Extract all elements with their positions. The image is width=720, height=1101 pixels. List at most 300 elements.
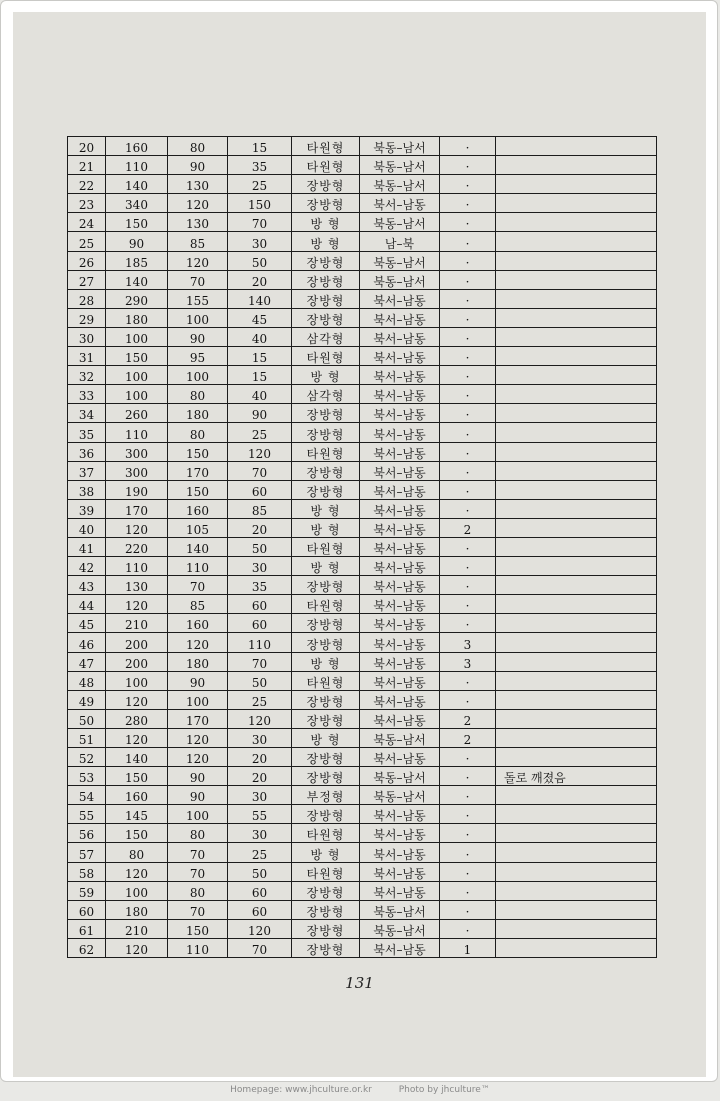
- cell-count: ·: [440, 442, 496, 461]
- table-row: [68, 805, 657, 824]
- table-row: [68, 423, 657, 442]
- cell-no: 58: [68, 862, 106, 881]
- cell-no: 22: [68, 175, 106, 194]
- cell-depth: 90: [228, 404, 292, 423]
- cell-orientation: 북동–남서: [360, 728, 440, 747]
- table-row: [68, 728, 657, 747]
- cell-length: 340: [106, 194, 168, 213]
- table-row: [68, 938, 657, 957]
- cell-note: [496, 156, 657, 175]
- table-row: [68, 843, 657, 862]
- cell-length: 160: [106, 786, 168, 805]
- cell-depth: 70: [228, 938, 292, 957]
- cell-orientation: 북서–남동: [360, 518, 440, 537]
- table-row: [68, 175, 657, 194]
- table-row: [68, 461, 657, 480]
- cell-depth: 30: [228, 786, 292, 805]
- table-row: [68, 347, 657, 366]
- cell-length: 80: [106, 843, 168, 862]
- cell-no: 61: [68, 919, 106, 938]
- cell-orientation: 북서–남동: [360, 709, 440, 728]
- cell-width: 130: [168, 213, 228, 232]
- cell-shape: 타원형: [292, 824, 360, 843]
- cell-shape: 장방형: [292, 881, 360, 900]
- cell-count: ·: [440, 824, 496, 843]
- cell-depth: 60: [228, 881, 292, 900]
- cell-no: 43: [68, 576, 106, 595]
- cell-length: 200: [106, 652, 168, 671]
- cell-shape: 장방형: [292, 461, 360, 480]
- table-row: [68, 480, 657, 499]
- cell-note: [496, 194, 657, 213]
- cell-depth: 85: [228, 499, 292, 518]
- cell-length: 100: [106, 385, 168, 404]
- cell-orientation: 북동–남서: [360, 767, 440, 786]
- cell-shape: 부정형: [292, 786, 360, 805]
- cell-length: 260: [106, 404, 168, 423]
- footer: [0, 1085, 720, 1095]
- table-row: [68, 232, 657, 251]
- cell-shape: 장방형: [292, 614, 360, 633]
- cell-count: ·: [440, 671, 496, 690]
- cell-note: [496, 347, 657, 366]
- cell-note: [496, 366, 657, 385]
- cell-width: 130: [168, 175, 228, 194]
- cell-orientation: 북동–남서: [360, 251, 440, 270]
- cell-shape: 방 형: [292, 557, 360, 576]
- cell-count: ·: [440, 900, 496, 919]
- cell-no: 41: [68, 537, 106, 556]
- cell-no: 42: [68, 557, 106, 576]
- cell-length: 180: [106, 900, 168, 919]
- data-table: [67, 136, 657, 958]
- cell-depth: 45: [228, 308, 292, 327]
- cell-orientation: 북서–남동: [360, 385, 440, 404]
- cell-shape: 삼각형: [292, 385, 360, 404]
- cell-depth: 60: [228, 480, 292, 499]
- table-row: [68, 690, 657, 709]
- cell-note: [496, 805, 657, 824]
- cell-length: 110: [106, 557, 168, 576]
- cell-width: 80: [168, 824, 228, 843]
- cell-orientation: 북서–남동: [360, 499, 440, 518]
- cell-width: 70: [168, 862, 228, 881]
- cell-count: ·: [440, 805, 496, 824]
- cell-orientation: 북서–남동: [360, 633, 440, 652]
- table-row: [68, 919, 657, 938]
- cell-length: 120: [106, 862, 168, 881]
- cell-no: 47: [68, 652, 106, 671]
- cell-shape: 장방형: [292, 633, 360, 652]
- cell-orientation: 북서–남동: [360, 327, 440, 346]
- cell-depth: 55: [228, 805, 292, 824]
- cell-note: [496, 289, 657, 308]
- cell-depth: 60: [228, 900, 292, 919]
- cell-no: 60: [68, 900, 106, 919]
- table-row: [68, 671, 657, 690]
- cell-no: 30: [68, 327, 106, 346]
- cell-note: [496, 843, 657, 862]
- cell-no: 40: [68, 518, 106, 537]
- cell-count: ·: [440, 786, 496, 805]
- cell-shape: 타원형: [292, 537, 360, 556]
- cell-note: [496, 442, 657, 461]
- cell-width: 120: [168, 728, 228, 747]
- cell-note: [496, 614, 657, 633]
- cell-length: 300: [106, 461, 168, 480]
- cell-note: [496, 709, 657, 728]
- cell-width: 150: [168, 919, 228, 938]
- cell-width: 100: [168, 308, 228, 327]
- cell-depth: 30: [228, 557, 292, 576]
- cell-count: ·: [440, 289, 496, 308]
- table-row: [68, 633, 657, 652]
- cell-orientation: 북서–남동: [360, 595, 440, 614]
- table-row: [68, 786, 657, 805]
- cell-width: 120: [168, 251, 228, 270]
- cell-no: 54: [68, 786, 106, 805]
- cell-count: ·: [440, 614, 496, 633]
- cell-note: [496, 919, 657, 938]
- cell-depth: 25: [228, 690, 292, 709]
- cell-orientation: 북동–남서: [360, 175, 440, 194]
- cell-width: 70: [168, 576, 228, 595]
- table-row: [68, 156, 657, 175]
- cell-no: 50: [68, 709, 106, 728]
- cell-orientation: 북동–남서: [360, 213, 440, 232]
- cell-count: ·: [440, 919, 496, 938]
- cell-orientation: 북서–남동: [360, 461, 440, 480]
- cell-note: [496, 480, 657, 499]
- table-row: [68, 327, 657, 346]
- cell-note: [496, 499, 657, 518]
- cell-shape: 타원형: [292, 156, 360, 175]
- cell-length: 100: [106, 881, 168, 900]
- cell-width: 85: [168, 595, 228, 614]
- cell-shape: 장방형: [292, 900, 360, 919]
- cell-depth: 60: [228, 595, 292, 614]
- cell-depth: 70: [228, 652, 292, 671]
- cell-note: [496, 308, 657, 327]
- cell-count: ·: [440, 404, 496, 423]
- cell-orientation: 북서–남동: [360, 289, 440, 308]
- cell-shape: 타원형: [292, 862, 360, 881]
- cell-depth: 15: [228, 347, 292, 366]
- cell-no: 57: [68, 843, 106, 862]
- cell-width: 70: [168, 843, 228, 862]
- cell-depth: 25: [228, 175, 292, 194]
- cell-count: ·: [440, 156, 496, 175]
- cell-shape: 장방형: [292, 480, 360, 499]
- cell-shape: 장방형: [292, 805, 360, 824]
- cell-length: 150: [106, 767, 168, 786]
- cell-no: 45: [68, 614, 106, 633]
- table-row: [68, 366, 657, 385]
- cell-depth: 110: [228, 633, 292, 652]
- page-number: 131: [345, 974, 374, 992]
- cell-length: 120: [106, 690, 168, 709]
- cell-orientation: 북동–남서: [360, 270, 440, 289]
- cell-no: 62: [68, 938, 106, 957]
- table-row: [68, 576, 657, 595]
- cell-length: 120: [106, 595, 168, 614]
- table-row: [68, 748, 657, 767]
- cell-orientation: 북동–남서: [360, 137, 440, 156]
- cell-width: 80: [168, 137, 228, 156]
- cell-width: 80: [168, 881, 228, 900]
- cell-width: 150: [168, 480, 228, 499]
- table-row: [68, 614, 657, 633]
- table-row: [68, 289, 657, 308]
- cell-count: ·: [440, 385, 496, 404]
- cell-length: 185: [106, 251, 168, 270]
- cell-count: 1: [440, 938, 496, 957]
- cell-note: [496, 633, 657, 652]
- cell-depth: 30: [228, 824, 292, 843]
- table-row: [68, 767, 657, 786]
- cell-count: ·: [440, 843, 496, 862]
- cell-shape: 방 형: [292, 728, 360, 747]
- cell-length: 100: [106, 327, 168, 346]
- cell-count: 3: [440, 633, 496, 652]
- table-row: [68, 709, 657, 728]
- cell-note: [496, 518, 657, 537]
- table-row: [68, 537, 657, 556]
- cell-orientation: 북서–남동: [360, 576, 440, 595]
- cell-no: 55: [68, 805, 106, 824]
- cell-count: ·: [440, 251, 496, 270]
- cell-length: 150: [106, 824, 168, 843]
- cell-width: 95: [168, 347, 228, 366]
- cell-length: 100: [106, 366, 168, 385]
- cell-length: 120: [106, 728, 168, 747]
- cell-note: [496, 728, 657, 747]
- cell-shape: 장방형: [292, 289, 360, 308]
- cell-no: 49: [68, 690, 106, 709]
- cell-orientation: 북서–남동: [360, 748, 440, 767]
- cell-count: ·: [440, 537, 496, 556]
- cell-no: 37: [68, 461, 106, 480]
- cell-count: ·: [440, 690, 496, 709]
- cell-no: 38: [68, 480, 106, 499]
- cell-length: 145: [106, 805, 168, 824]
- table-row: [68, 308, 657, 327]
- cell-depth: 30: [228, 232, 292, 251]
- cell-orientation: 남–북: [360, 232, 440, 251]
- cell-shape: 타원형: [292, 595, 360, 614]
- cell-count: ·: [440, 576, 496, 595]
- cell-width: 120: [168, 633, 228, 652]
- cell-depth: 40: [228, 385, 292, 404]
- cell-count: ·: [440, 595, 496, 614]
- cell-note: [496, 690, 657, 709]
- cell-depth: 140: [228, 289, 292, 308]
- table-row: [68, 652, 657, 671]
- cell-width: 100: [168, 690, 228, 709]
- cell-count: 2: [440, 728, 496, 747]
- cell-shape: 방 형: [292, 213, 360, 232]
- cell-note: [496, 232, 657, 251]
- cell-width: 70: [168, 900, 228, 919]
- cell-note: [496, 938, 657, 957]
- cell-width: 170: [168, 461, 228, 480]
- cell-orientation: 북서–남동: [360, 442, 440, 461]
- cell-width: 160: [168, 499, 228, 518]
- cell-length: 290: [106, 289, 168, 308]
- cell-orientation: 북서–남동: [360, 652, 440, 671]
- cell-orientation: 북서–남동: [360, 614, 440, 633]
- cell-width: 170: [168, 709, 228, 728]
- cell-shape: 장방형: [292, 690, 360, 709]
- cell-depth: 150: [228, 194, 292, 213]
- cell-orientation: 북서–남동: [360, 366, 440, 385]
- cell-width: 105: [168, 518, 228, 537]
- cell-depth: 70: [228, 213, 292, 232]
- footer-photo-credit: Photo by jhculture™: [398, 1085, 490, 1095]
- cell-length: 100: [106, 671, 168, 690]
- cell-width: 90: [168, 786, 228, 805]
- cell-shape: 타원형: [292, 442, 360, 461]
- cell-depth: 120: [228, 919, 292, 938]
- cell-count: ·: [440, 232, 496, 251]
- cell-orientation: 북서–남동: [360, 881, 440, 900]
- cell-shape: 방 형: [292, 499, 360, 518]
- cell-length: 210: [106, 614, 168, 633]
- cell-width: 180: [168, 404, 228, 423]
- cell-width: 160: [168, 614, 228, 633]
- cell-note: [496, 576, 657, 595]
- cell-no: 24: [68, 213, 106, 232]
- cell-count: ·: [440, 461, 496, 480]
- cell-note: [496, 213, 657, 232]
- cell-shape: 방 형: [292, 232, 360, 251]
- cell-depth: 20: [228, 748, 292, 767]
- cell-no: 25: [68, 232, 106, 251]
- cell-count: ·: [440, 213, 496, 232]
- cell-length: 160: [106, 137, 168, 156]
- cell-orientation: 북서–남동: [360, 938, 440, 957]
- table-row: [68, 213, 657, 232]
- cell-note: [496, 385, 657, 404]
- cell-width: 155: [168, 289, 228, 308]
- cell-shape: 장방형: [292, 938, 360, 957]
- cell-count: 3: [440, 652, 496, 671]
- cell-shape: 삼각형: [292, 327, 360, 346]
- cell-no: 44: [68, 595, 106, 614]
- cell-orientation: 북서–남동: [360, 347, 440, 366]
- cell-length: 110: [106, 156, 168, 175]
- cell-orientation: 북서–남동: [360, 824, 440, 843]
- cell-depth: 20: [228, 767, 292, 786]
- cell-no: 32: [68, 366, 106, 385]
- table-row: [68, 518, 657, 537]
- cell-shape: 방 형: [292, 518, 360, 537]
- cell-width: 100: [168, 366, 228, 385]
- table-body: [68, 137, 657, 958]
- cell-shape: 장방형: [292, 308, 360, 327]
- cell-shape: 장방형: [292, 576, 360, 595]
- cell-length: 150: [106, 213, 168, 232]
- cell-no: 29: [68, 308, 106, 327]
- cell-shape: 장방형: [292, 251, 360, 270]
- cell-no: 21: [68, 156, 106, 175]
- cell-note: [496, 671, 657, 690]
- cell-note: [496, 595, 657, 614]
- cell-orientation: 북동–남서: [360, 900, 440, 919]
- cell-no: 39: [68, 499, 106, 518]
- cell-depth: 15: [228, 137, 292, 156]
- cell-width: 90: [168, 156, 228, 175]
- cell-depth: 30: [228, 728, 292, 747]
- cell-depth: 60: [228, 614, 292, 633]
- cell-note: [496, 251, 657, 270]
- cell-shape: 장방형: [292, 919, 360, 938]
- cell-shape: 장방형: [292, 767, 360, 786]
- cell-depth: 40: [228, 327, 292, 346]
- cell-depth: 50: [228, 671, 292, 690]
- cell-width: 100: [168, 805, 228, 824]
- cell-no: 56: [68, 824, 106, 843]
- cell-count: ·: [440, 175, 496, 194]
- table-row: [68, 442, 657, 461]
- cell-width: 80: [168, 423, 228, 442]
- cell-orientation: 북서–남동: [360, 843, 440, 862]
- cell-length: 140: [106, 748, 168, 767]
- cell-shape: 장방형: [292, 270, 360, 289]
- cell-orientation: 북서–남동: [360, 537, 440, 556]
- cell-shape: 장방형: [292, 194, 360, 213]
- cell-length: 210: [106, 919, 168, 938]
- cell-count: ·: [440, 748, 496, 767]
- cell-length: 180: [106, 308, 168, 327]
- cell-no: 26: [68, 251, 106, 270]
- cell-count: ·: [440, 347, 496, 366]
- cell-shape: 방 형: [292, 366, 360, 385]
- cell-shape: 타원형: [292, 137, 360, 156]
- cell-length: 120: [106, 938, 168, 957]
- cell-width: 150: [168, 442, 228, 461]
- cell-no: 33: [68, 385, 106, 404]
- cell-note: [496, 900, 657, 919]
- cell-depth: 120: [228, 709, 292, 728]
- cell-length: 170: [106, 499, 168, 518]
- cell-no: 23: [68, 194, 106, 213]
- cell-count: ·: [440, 137, 496, 156]
- cell-depth: 120: [228, 442, 292, 461]
- cell-depth: 25: [228, 843, 292, 862]
- cell-length: 140: [106, 175, 168, 194]
- cell-width: 180: [168, 652, 228, 671]
- table-row: [68, 881, 657, 900]
- cell-note: [496, 423, 657, 442]
- cell-note: [496, 175, 657, 194]
- cell-no: 36: [68, 442, 106, 461]
- cell-width: 120: [168, 748, 228, 767]
- cell-orientation: 북동–남서: [360, 919, 440, 938]
- cell-count: ·: [440, 366, 496, 385]
- cell-note: [496, 748, 657, 767]
- cell-count: ·: [440, 881, 496, 900]
- cell-count: 2: [440, 709, 496, 728]
- cell-shape: 장방형: [292, 748, 360, 767]
- cell-width: 90: [168, 671, 228, 690]
- cell-orientation: 북서–남동: [360, 423, 440, 442]
- cell-count: ·: [440, 194, 496, 213]
- cell-note: [496, 557, 657, 576]
- cell-no: 59: [68, 881, 106, 900]
- table-row: [68, 499, 657, 518]
- cell-note: [496, 537, 657, 556]
